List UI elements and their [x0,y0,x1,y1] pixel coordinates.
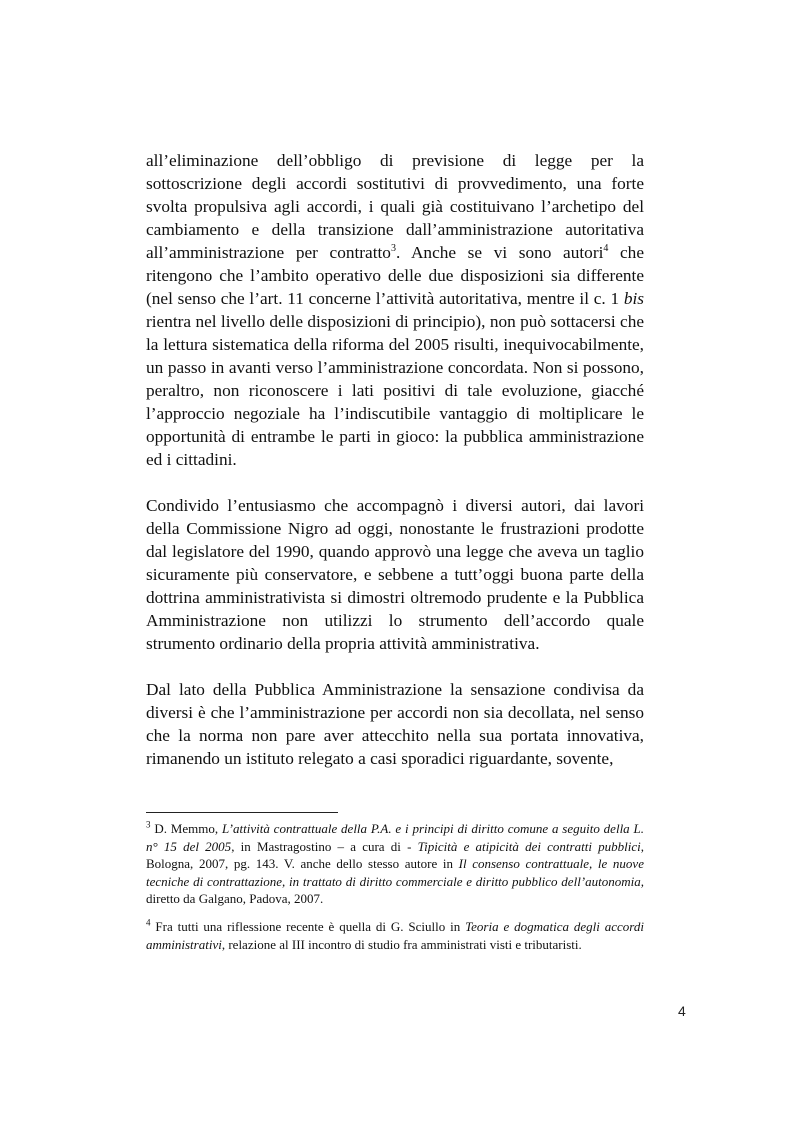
paragraph-3: Dal lato della Pubblica Amministrazione la sensazione condivisa da diversi è che l’amministrazione per accordi non sia decollata, nel senso che la norma non pare aver attecchito nella sua portata innovativa, rimanendo un istituto relegato a casi sporadici riguardante, sovente, [146,680,644,768]
footnote-ref-4[interactable]: 4 [603,243,609,255]
footnote-4-text-c: , relazione al III incontro di studio fra amministrati visti e tributaristi. [221,936,582,952]
footnote-4 [146,918,644,953]
footnote-3-title-2: Tipicità e atipicità dei contratti pubblici [417,838,641,854]
paragraph-1-text-d: rientra nel livello delle disposizioni di principio), non può sottacersi che la lettura sistematica della riforma del 2005 risulti, inequivocabilmente, un passo in avanti verso l’amministrazione concordata. Non si possono, peraltro, non riconoscere i lati positivi di tale evoluzione, giacché l’approccio negoziale ha l’indiscutibile vantaggio di moltiplicare le opportunità di entrambe le parti in gioco: la pubblica amministrazione ed i cittadini. [146,312,644,469]
footnote-3-text-a: D. Memmo, [150,821,222,836]
footnote-3-title-3: Il consenso contrattuale, le nuove tecniche di contrattazione, in trattato di diritto commerciale e diritto pubblico dell’autonomia, [146,856,644,889]
body-text [146,149,644,770]
footnote-4-number: 4 [146,917,151,928]
footnote-separator [146,812,338,813]
paragraph-1-italic-bis: bis [623,289,644,308]
footnote-3-text-c: , in Mastragostino – a cura di - [231,838,418,854]
paragraph-1-text-a: all’eliminazione dell’obbligo di previsione di legge per la sottoscrizione degli accordi sostitutivi di provvedimento, una forte svolta propulsiva agli accordi, i quali già costituivano l’archetipo del cambiamento e della transizione dall’amministrazione autoritativa all’amministrazione per contratto [146,151,644,262]
footnotes [146,820,644,953]
footnote-3 [146,820,644,908]
footnote-ref-3[interactable]: 3 [390,243,396,255]
footnote-3-text-g: diretto da Galgano, Padova, 2007. [146,891,324,907]
footnote-3-title-1: L’attività contrattuale della P.A. e i principi di diritto comune a seguito della L. n° 15 del 2005 [146,821,644,854]
paragraph-1-text-c: che ritengono che l’ambito operativo delle due disposizioni sia differente (nel senso che l’art. 11 concerne l’attività autoritativa, mentre il c. 1 [146,243,644,308]
footnote-3-text-e: , Bologna, 2007, pg. 143. V. anche dello stesso autore in [146,838,644,872]
paragraph-1 [146,149,644,471]
paragraph-2: Condivido l’entusiasmo che accompagnò i diversi autori, dai lavori della Commissione Nigro ad oggi, nonostante le frustrazioni prodotte dal legislatore del 1990, quando approvò una legge che aveva un taglio sicuramente più conservatore, e sebbene a tutt’oggi buona parte della dottrina amministrativista si dimostri oltremodo prudente e la Pubblica Amministrazione non utilizzi lo strumento dell’accordo quale strumento ordinario della propria attività amministrativa. [146,496,644,653]
footnote-4-title: Teoria e dogmatica degli accordi amministrativi [146,918,644,952]
page-number: 4 [678,1003,686,1019]
paragraph-1-text-b: . Anche se vi sono autori [395,243,604,262]
footnote-3-number: 3 [146,819,151,830]
footnote-4-text-a: Fra tutti una riflessione recente è quella di G. Sciullo in [150,918,466,934]
